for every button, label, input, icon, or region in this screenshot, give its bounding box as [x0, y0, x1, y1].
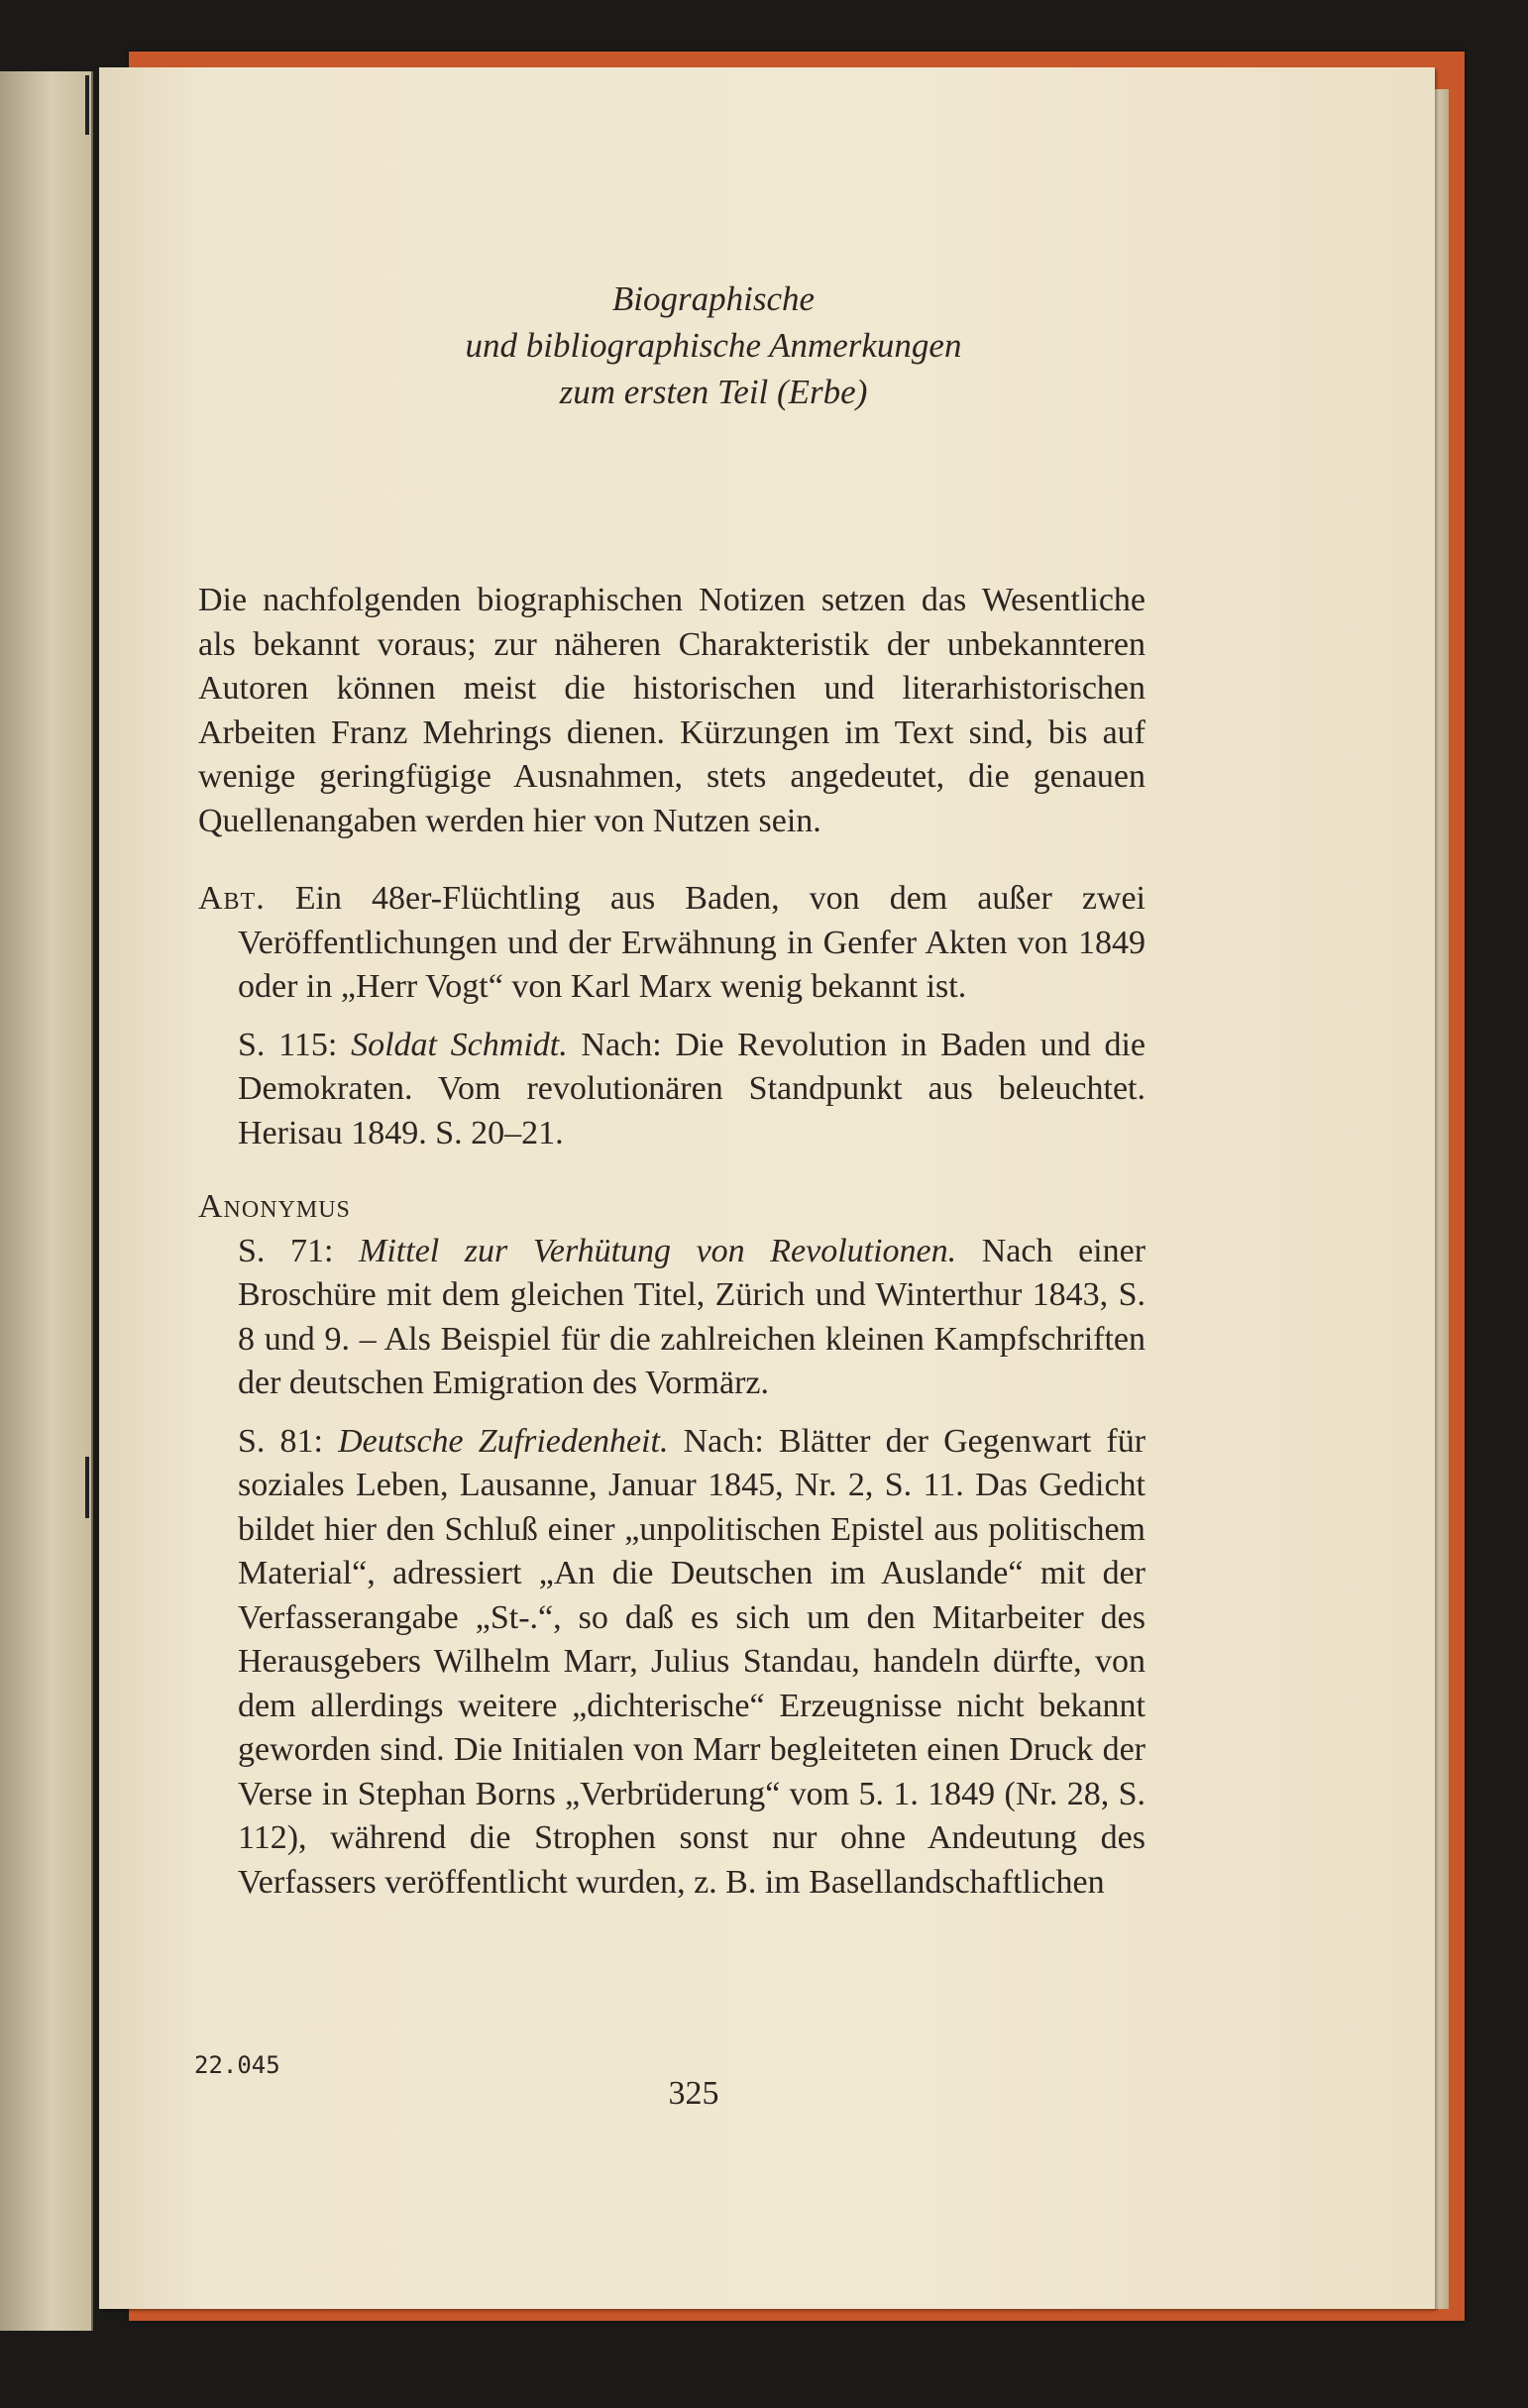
entry-name: Abt. [198, 880, 266, 917]
printer-signature: 22.045 [194, 2051, 280, 2079]
page-heading [297, 275, 1130, 415]
adjacent-page-edge [0, 71, 93, 2331]
entry-anonymus [198, 1185, 1146, 1905]
heading-line: und bibliographische Anmerkungen [465, 326, 962, 365]
ref-text: Nach: Blätter der Gegenwart für soziales Leben, Lausanne, Januar 1845, Nr. 2, S. 11. Das Gedicht bildet hier den Schluß einer „unpolitischen Epistel aus politischem Material“, adressiert „An die Deutschen im Auslande“ mit der Verfasserangabe „St-.“, so daß es sich um den Mitarbeiter des Herausgebers Wilhelm Marr, Julius Standau, handeln dürfte, von dem allerdings weitere „dichterische“ Erzeugnisse nicht bekannt geworden sind. Die Initialen von Marr begleiteten einen Druck der Verse in Stephan Borns „Verbrüderung“ vom 5. 1. 1849 (Nr. 28, S. 112), während die Strophen sonst nur ohne Andeutung des Verfassers veröffentlicht wurden, z. B. im Basellandschaftlichen [238, 1422, 1146, 1901]
heading-line: Biographische [611, 279, 816, 318]
heading-line: zum ersten Teil (Erbe) [559, 373, 868, 411]
intro-paragraph: Die nachfolgenden biographischen Notizen setzen das Wesentliche als bekannt voraus; zur näheren Charakteristik der unbekannteren Autoren können meist die historischen und literarhistorischen Arbeiten Franz Mehrings dienen. Kürzungen im Text sind, bis auf wenige geringfügige Ausnahmen, stets angedeutet, die genauen Quellenangaben werden hier von Nutzen sein. [198, 582, 1146, 839]
ref-text: Nach: Die Revolution in Baden und die Demokraten. Vom revolutionären Standpunkt aus beleuchtet. Herisau 1849. S. 20–21. [238, 1026, 1146, 1151]
entry-header [198, 877, 1146, 1010]
page-stack-edge [1435, 89, 1449, 2309]
ref-title: Mittel zur Verhütung von Revolutionen. [359, 1232, 957, 1269]
gutter-mark [85, 75, 89, 135]
ref-title: Deutsche Zufriedenheit. [338, 1422, 669, 1460]
page-number: 325 [668, 2075, 719, 2112]
entry-reference [198, 1420, 1146, 1906]
entry-abt [198, 877, 1146, 1155]
entry-reference [198, 1024, 1146, 1156]
ref-title: Soldat Schmidt. [351, 1026, 568, 1063]
ref-page: S. 71: [238, 1232, 334, 1269]
ref-page: S. 81: [238, 1422, 323, 1460]
entry-bio: Ein 48er-Flüchtling aus Baden, von dem außer zwei Veröffentlichungen und der Erwähnung in Genfer Akten von 1849 oder in „Herr Vogt“ von Karl Marx wenig bekannt ist. [238, 880, 1146, 1005]
main-text [198, 579, 1146, 1905]
entry-reference [198, 1230, 1146, 1406]
entry-name: Anonymus [198, 1188, 351, 1225]
ref-page: S. 115: [238, 1026, 338, 1063]
entry-header [198, 1185, 1146, 1230]
gutter-mark [85, 1457, 89, 1518]
ref-text: Nach einer Broschüre mit dem gleichen Titel, Zürich und Winterthur 1843, S. 8 und 9. – Als Beispiel für die zahlreichen kleinen Kampfschriften der deutschen Emigration des Vormärz. [238, 1232, 1146, 1401]
